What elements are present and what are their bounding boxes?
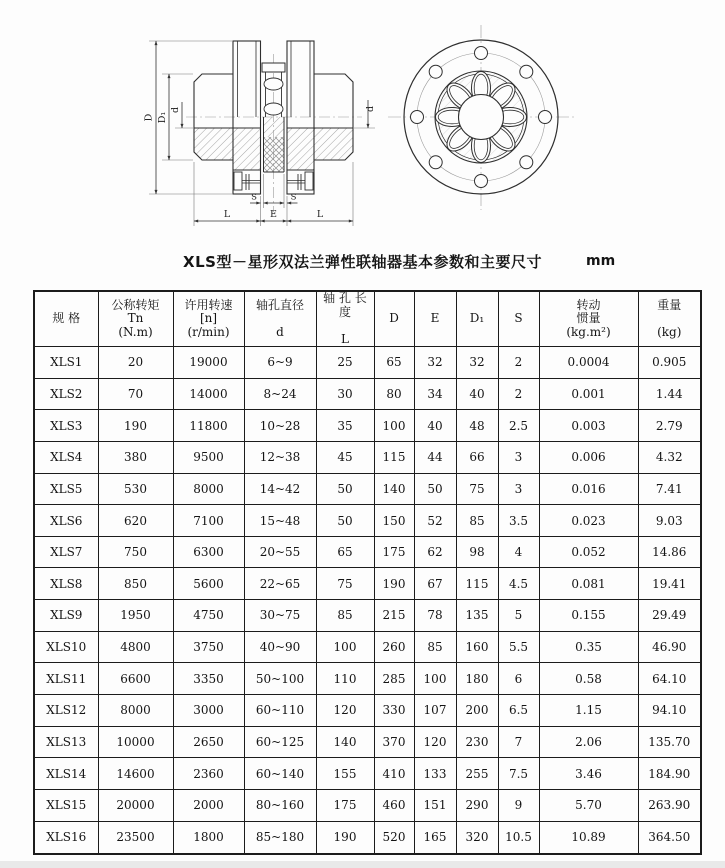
value-cell: 330 <box>374 695 414 727</box>
value-cell: 75 <box>316 568 374 600</box>
column-header: 重量 (kg) <box>638 291 701 347</box>
value-cell: 60~110 <box>244 695 316 727</box>
column-header: 轴孔直径 d <box>244 291 316 347</box>
value-cell: 78 <box>414 600 456 632</box>
value-cell: 0.58 <box>539 663 638 695</box>
value-cell: 3350 <box>173 663 244 695</box>
value-cell: 6.5 <box>498 695 539 727</box>
value-cell: 530 <box>98 473 173 505</box>
value-cell: 6300 <box>173 536 244 568</box>
column-header: 轴 孔 长 度 L <box>316 291 374 347</box>
table-row <box>34 758 701 790</box>
value-cell: 190 <box>374 568 414 600</box>
value-cell: 520 <box>374 821 414 854</box>
value-cell: 285 <box>374 663 414 695</box>
column-header: 转动 惯量 (kg.m²) <box>539 291 638 347</box>
model-cell: XLS15 <box>34 789 98 821</box>
value-cell: 1800 <box>173 821 244 854</box>
value-cell: 50 <box>414 473 456 505</box>
model-cell: XLS8 <box>34 568 98 600</box>
value-cell: 8000 <box>173 473 244 505</box>
value-cell: 460 <box>374 789 414 821</box>
dim-label-D: D <box>143 113 155 122</box>
model-cell: XLS4 <box>34 441 98 473</box>
value-cell: 0.0004 <box>539 347 638 379</box>
value-cell: 14~42 <box>244 473 316 505</box>
value-cell: 5 <box>498 600 539 632</box>
value-cell: 0.905 <box>638 347 701 379</box>
value-cell: 45 <box>316 441 374 473</box>
value-cell: 4750 <box>173 600 244 632</box>
value-cell: 155 <box>316 758 374 790</box>
value-cell: 3750 <box>173 631 244 663</box>
value-cell: 6~9 <box>244 347 316 379</box>
model-cell: XLS12 <box>34 695 98 727</box>
value-cell: 364.50 <box>638 821 701 854</box>
dim-label-E: E <box>270 209 277 220</box>
table-row <box>34 473 701 505</box>
model-cell: XLS5 <box>34 473 98 505</box>
value-cell: 2 <box>498 347 539 379</box>
table-row <box>34 695 701 727</box>
dim-label-d-right: d <box>365 105 376 113</box>
value-cell: 14600 <box>98 758 173 790</box>
value-cell: 15~48 <box>244 505 316 537</box>
value-cell: 2 <box>498 378 539 410</box>
value-cell: 410 <box>374 758 414 790</box>
unit-label: mm <box>586 253 616 269</box>
value-cell: 75 <box>456 473 498 505</box>
value-cell: 100 <box>374 410 414 442</box>
model-cell: XLS7 <box>34 536 98 568</box>
value-cell: 35 <box>316 410 374 442</box>
value-cell: 80~160 <box>244 789 316 821</box>
column-header: D <box>374 291 414 347</box>
value-cell: 9.03 <box>638 505 701 537</box>
value-cell: 20000 <box>98 789 173 821</box>
value-cell: 0.001 <box>539 378 638 410</box>
value-cell: 135 <box>456 600 498 632</box>
coupling-drawing <box>0 0 725 248</box>
value-cell: 52 <box>414 505 456 537</box>
value-cell: 14000 <box>173 378 244 410</box>
value-cell: 48 <box>456 410 498 442</box>
value-cell: 3.5 <box>498 505 539 537</box>
value-cell: 3.46 <box>539 758 638 790</box>
value-cell: 98 <box>456 536 498 568</box>
value-cell: 50 <box>316 505 374 537</box>
value-cell: 180 <box>456 663 498 695</box>
dim-label-S-left: S <box>251 192 257 203</box>
value-cell: 190 <box>316 821 374 854</box>
model-cell: XLS16 <box>34 821 98 854</box>
value-cell: 160 <box>456 631 498 663</box>
model-cell: XLS11 <box>34 663 98 695</box>
table-header-row <box>34 291 701 347</box>
dim-label-L-right: L <box>316 209 324 220</box>
value-cell: 1.44 <box>638 378 701 410</box>
value-cell: 34 <box>414 378 456 410</box>
value-cell: 230 <box>456 726 498 758</box>
value-cell: 11800 <box>173 410 244 442</box>
value-cell: 620 <box>98 505 173 537</box>
value-cell: 0.081 <box>539 568 638 600</box>
value-cell: 60~125 <box>244 726 316 758</box>
value-cell: 5600 <box>173 568 244 600</box>
value-cell: 30 <box>316 378 374 410</box>
table-row <box>34 536 701 568</box>
value-cell: 135.70 <box>638 726 701 758</box>
value-cell: 9 <box>498 789 539 821</box>
page-title: XLS型－星形双法兰弹性联轴器基本参数和主要尺寸 <box>183 253 542 271</box>
model-cell: XLS10 <box>34 631 98 663</box>
value-cell: 7.5 <box>498 758 539 790</box>
value-cell: 0.052 <box>539 536 638 568</box>
dim-label-L-left: L <box>223 209 231 220</box>
value-cell: 3 <box>498 473 539 505</box>
value-cell: 255 <box>456 758 498 790</box>
value-cell: 175 <box>316 789 374 821</box>
value-cell: 0.155 <box>539 600 638 632</box>
value-cell: 2.06 <box>539 726 638 758</box>
value-cell: 60~140 <box>244 758 316 790</box>
table-row <box>34 441 701 473</box>
value-cell: 133 <box>414 758 456 790</box>
model-cell: XLS2 <box>34 378 98 410</box>
table-body <box>34 347 701 855</box>
value-cell: 290 <box>456 789 498 821</box>
value-cell: 12~38 <box>244 441 316 473</box>
value-cell: 2000 <box>173 789 244 821</box>
value-cell: 9500 <box>173 441 244 473</box>
dim-label-S-right: S <box>290 192 297 203</box>
table-row <box>34 378 701 410</box>
value-cell: 263.90 <box>638 789 701 821</box>
value-cell: 115 <box>374 441 414 473</box>
value-cell: 22~65 <box>244 568 316 600</box>
value-cell: 107 <box>414 695 456 727</box>
column-header: E <box>414 291 456 347</box>
value-cell: 120 <box>316 695 374 727</box>
value-cell: 50 <box>316 473 374 505</box>
model-cell: XLS13 <box>34 726 98 758</box>
value-cell: 100 <box>316 631 374 663</box>
value-cell: 10~28 <box>244 410 316 442</box>
value-cell: 2.79 <box>638 410 701 442</box>
value-cell: 44 <box>414 441 456 473</box>
value-cell: 19000 <box>173 347 244 379</box>
value-cell: 2650 <box>173 726 244 758</box>
value-cell: 260 <box>374 631 414 663</box>
value-cell: 165 <box>414 821 456 854</box>
cross-section-view <box>144 41 377 226</box>
value-cell: 94.10 <box>638 695 701 727</box>
table-row <box>34 347 701 379</box>
value-cell: 65 <box>374 347 414 379</box>
value-cell: 85 <box>316 600 374 632</box>
page-bottom-edge <box>0 861 725 868</box>
table-row <box>34 600 701 632</box>
value-cell: 370 <box>374 726 414 758</box>
value-cell: 850 <box>98 568 173 600</box>
front-view <box>388 25 575 210</box>
value-cell: 175 <box>374 536 414 568</box>
value-cell: 32 <box>456 347 498 379</box>
value-cell: 19.41 <box>638 568 701 600</box>
table-row <box>34 821 701 854</box>
value-cell: 380 <box>98 441 173 473</box>
value-cell: 10000 <box>98 726 173 758</box>
value-cell: 85 <box>456 505 498 537</box>
value-cell: 10.89 <box>539 821 638 854</box>
value-cell: 140 <box>374 473 414 505</box>
value-cell: 0.023 <box>539 505 638 537</box>
value-cell: 66 <box>456 441 498 473</box>
value-cell: 23500 <box>98 821 173 854</box>
value-cell: 40 <box>414 410 456 442</box>
value-cell: 200 <box>456 695 498 727</box>
value-cell: 151 <box>414 789 456 821</box>
value-cell: 0.006 <box>539 441 638 473</box>
value-cell: 65 <box>316 536 374 568</box>
table-row <box>34 410 701 442</box>
table-row <box>34 505 701 537</box>
value-cell: 120 <box>414 726 456 758</box>
value-cell: 115 <box>456 568 498 600</box>
value-cell: 320 <box>456 821 498 854</box>
value-cell: 7100 <box>173 505 244 537</box>
value-cell: 3 <box>498 441 539 473</box>
column-header: 规 格 <box>34 291 98 347</box>
value-cell: 150 <box>374 505 414 537</box>
value-cell: 0.003 <box>539 410 638 442</box>
value-cell: 7 <box>498 726 539 758</box>
value-cell: 2.5 <box>498 410 539 442</box>
value-cell: 140 <box>316 726 374 758</box>
model-cell: XLS1 <box>34 347 98 379</box>
column-header: 公称转矩 Tn (N.m) <box>98 291 173 347</box>
value-cell: 6 <box>498 663 539 695</box>
table-row <box>34 663 701 695</box>
value-cell: 100 <box>414 663 456 695</box>
value-cell: 7.41 <box>638 473 701 505</box>
model-cell: XLS3 <box>34 410 98 442</box>
table-row <box>34 568 701 600</box>
value-cell: 46.90 <box>638 631 701 663</box>
column-header: S <box>498 291 539 347</box>
value-cell: 5.5 <box>498 631 539 663</box>
value-cell: 40~90 <box>244 631 316 663</box>
value-cell: 10.5 <box>498 821 539 854</box>
value-cell: 8~24 <box>244 378 316 410</box>
value-cell: 85~180 <box>244 821 316 854</box>
value-cell: 4.5 <box>498 568 539 600</box>
table-row <box>34 789 701 821</box>
value-cell: 29.49 <box>638 600 701 632</box>
value-cell: 85 <box>414 631 456 663</box>
value-cell: 67 <box>414 568 456 600</box>
model-cell: XLS9 <box>34 600 98 632</box>
value-cell: 32 <box>414 347 456 379</box>
value-cell: 30~75 <box>244 600 316 632</box>
value-cell: 110 <box>316 663 374 695</box>
value-cell: 20 <box>98 347 173 379</box>
value-cell: 8000 <box>98 695 173 727</box>
value-cell: 3000 <box>173 695 244 727</box>
value-cell: 1.15 <box>539 695 638 727</box>
value-cell: 62 <box>414 536 456 568</box>
value-cell: 215 <box>374 600 414 632</box>
value-cell: 70 <box>98 378 173 410</box>
value-cell: 5.70 <box>539 789 638 821</box>
dim-label-d-left: d <box>170 106 181 114</box>
column-header: D₁ <box>456 291 498 347</box>
value-cell: 25 <box>316 347 374 379</box>
table-row <box>34 726 701 758</box>
value-cell: 184.90 <box>638 758 701 790</box>
value-cell: 0.35 <box>539 631 638 663</box>
value-cell: 1950 <box>98 600 173 632</box>
value-cell: 64.10 <box>638 663 701 695</box>
value-cell: 14.86 <box>638 536 701 568</box>
value-cell: 750 <box>98 536 173 568</box>
column-header: 许用转速 [n] (r/min) <box>173 291 244 347</box>
table-row <box>34 631 701 663</box>
value-cell: 40 <box>456 378 498 410</box>
spec-table <box>33 290 702 855</box>
value-cell: 2360 <box>173 758 244 790</box>
value-cell: 20~55 <box>244 536 316 568</box>
model-cell: XLS14 <box>34 758 98 790</box>
value-cell: 4.32 <box>638 441 701 473</box>
value-cell: 4 <box>498 536 539 568</box>
model-cell: XLS6 <box>34 505 98 537</box>
dim-label-D1: D₁ <box>157 111 168 124</box>
value-cell: 4800 <box>98 631 173 663</box>
value-cell: 0.016 <box>539 473 638 505</box>
value-cell: 50~100 <box>244 663 316 695</box>
value-cell: 6600 <box>98 663 173 695</box>
value-cell: 80 <box>374 378 414 410</box>
value-cell: 190 <box>98 410 173 442</box>
